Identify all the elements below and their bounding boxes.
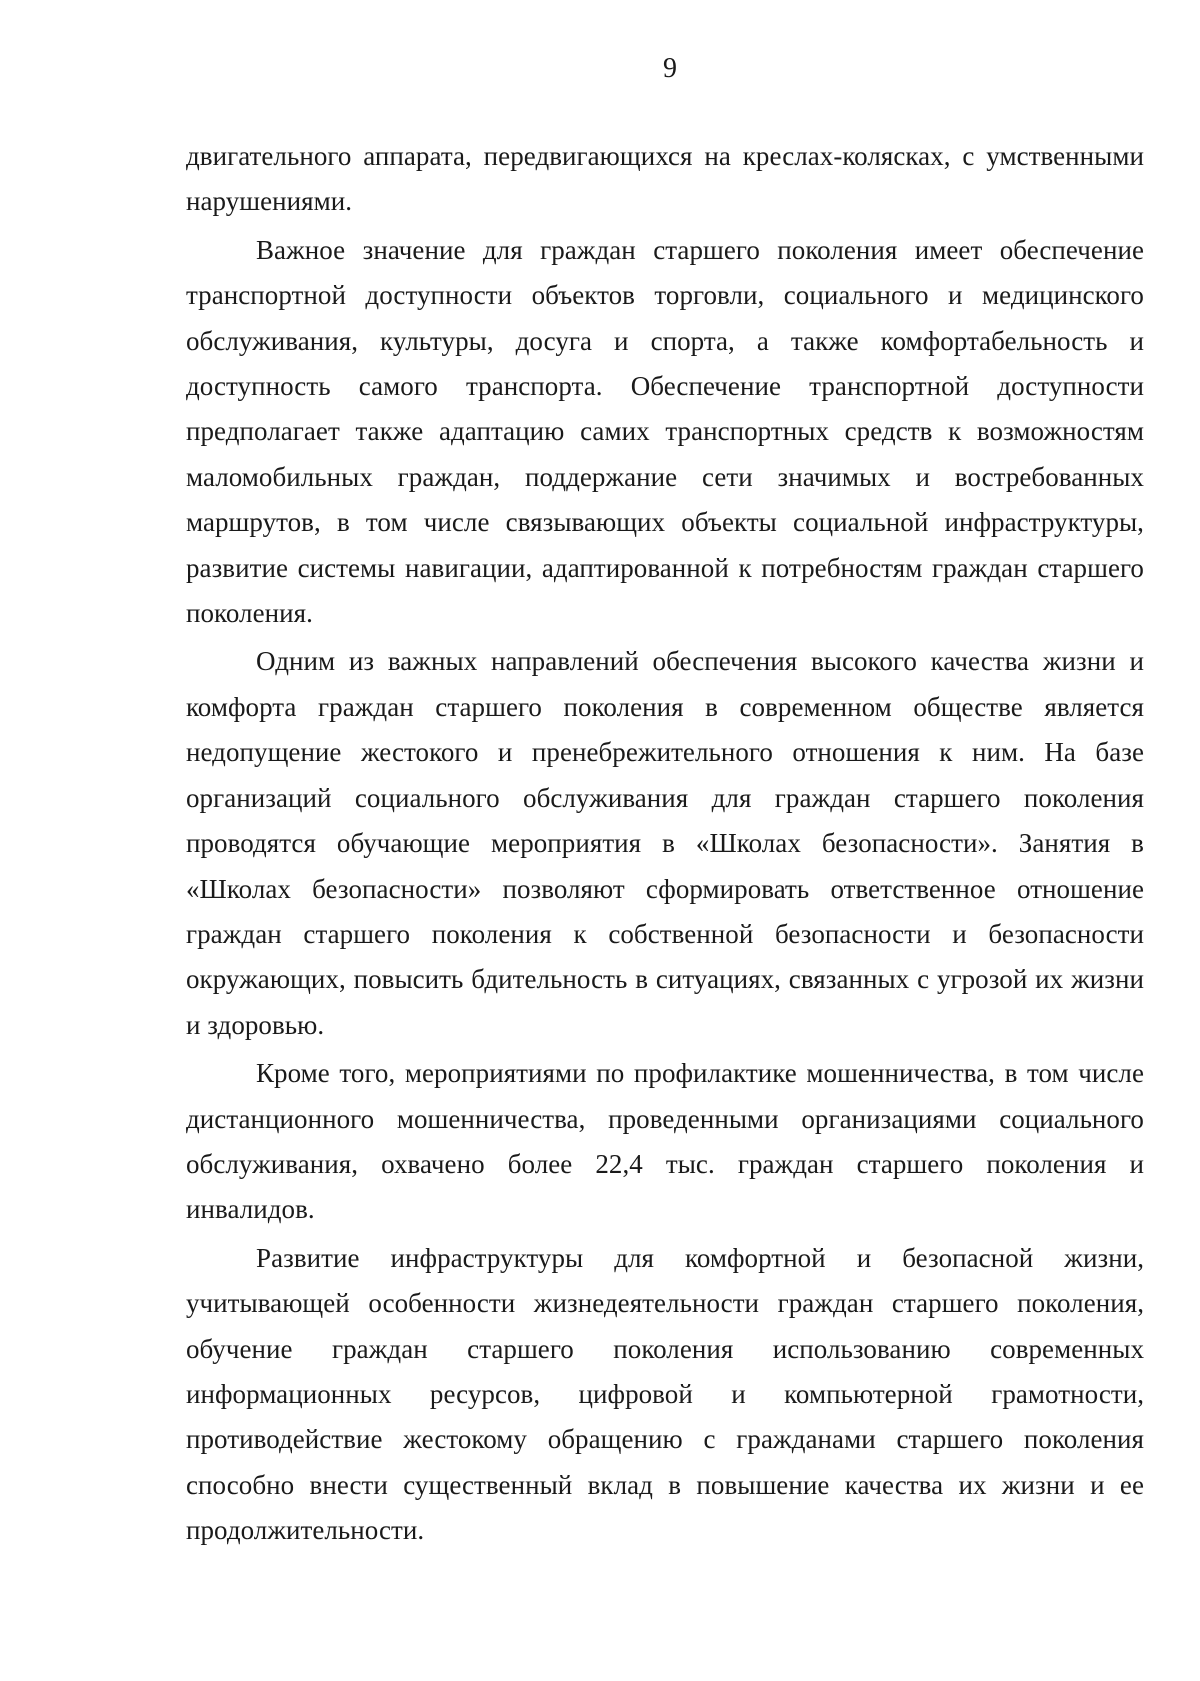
paragraph-infrastructure-development: Развитие инфраструктуры для комфортной и безопасной жизни, учитывающей особенности жизнедеятельности граждан старшего поколения, обучение граждан старшего поколения использованию современных информационных ресурсов, цифровой и компьютерной грамотности, противодействие жестокому обращению с гражданами старшего поколения способно внести существенный вклад в повышение качества их жизни и ее продолжительности. — [186, 1242, 1144, 1546]
document-body — [186, 134, 1144, 1554]
paragraph-safety-schools: Одним из важных направлений обеспечения высокого качества жизни и комфорта граждан старшего поколения в современном обществе является недопущение жестокого и пренебрежительного отношения к ним. На базе организаций социального обслуживания для граждан старшего поколения проводятся обучающие мероприятия в «Школах безопасности». Занятия в «Школах безопасности» позволяют сформировать ответственное отношение граждан старшего поколения к собственной безопасности и безопасности окружающих, повысить бдительность в ситуациях, связанных с угрозой их жизни и здоровью. — [186, 646, 1144, 1040]
paragraph-fraud-prevention: Кроме того, мероприятиями по профилактике мошенничества, в том числе дистанционного мошенничества, проведенными организациями социального обслуживания, охвачено более 22,4 тыс. граждан старшего поколения и инвалидов. — [186, 1058, 1144, 1225]
paragraph-continuation: двигательного аппарата, передвигающихся на креслах-колясках, с умственными нарушениями. — [186, 141, 1144, 217]
page-number: 9 — [663, 53, 677, 84]
paragraph-transport-accessibility: Важное значение для граждан старшего поколения имеет обеспечение транспортной доступности объектов торговли, социального и медицинского обслуживания, культуры, досуга и спорта, а также комфортабельность и доступность самого транспорта. Обеспечение транспортной доступности предполагает также адаптацию самих транспортных средств к возможностям маломобильных граждан, поддержание сети значимых и востребованных маршрутов, в том числе связывающих объекты социальной инфраструктуры, развитие системы навигации, адаптированной к потребностям граждан старшего поколения. — [186, 234, 1144, 629]
